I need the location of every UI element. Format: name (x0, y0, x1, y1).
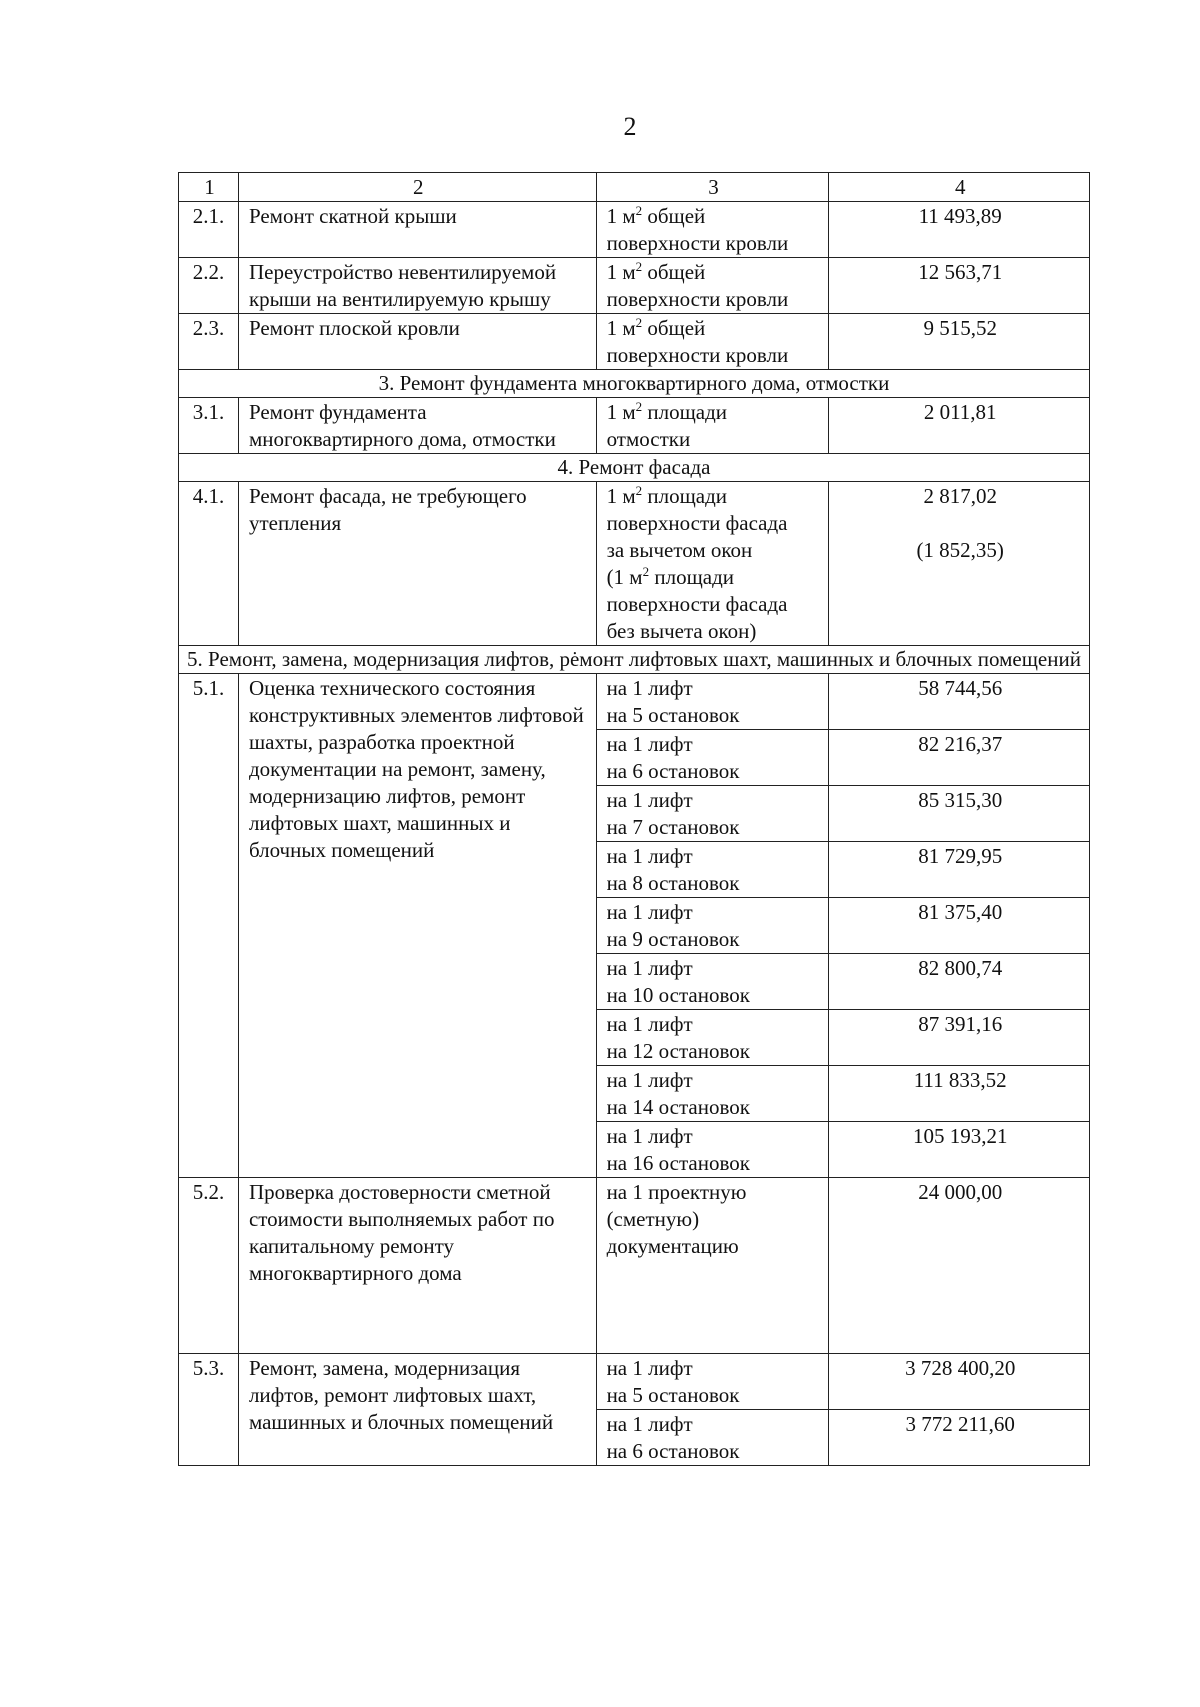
unit-line: на 1 лифт (606, 788, 693, 812)
unit-line: поверхности кровли (606, 343, 789, 367)
work-name: Ремонт, замена, модернизация лифтов, ремонт лифтовых шахт, машинных и блочных помещений (238, 1354, 596, 1466)
price-value: 9 515,52 (923, 316, 997, 340)
work-name: Проверка достоверности сметной стоимости выполняемых работ по капитальному ремонту многоквартирного дома (238, 1178, 596, 1354)
unit-line: за вычетом окон (606, 538, 753, 562)
unit-line: на 1 лифт (606, 844, 693, 868)
unit-cell (596, 954, 829, 1010)
price-value: 12 563,71 (918, 260, 1003, 284)
unit-line: на 7 остановок (606, 815, 740, 839)
unit-cell (596, 1354, 829, 1410)
unit-cell (596, 898, 829, 954)
header-cell: 2 (238, 173, 596, 202)
unit-cell (596, 1066, 829, 1122)
section-row (179, 370, 1090, 398)
unit-line: 1 $м^2$ площади (606, 483, 727, 508)
unit-line: на 1 лифт (606, 1356, 693, 1380)
unit-cell (596, 1178, 829, 1354)
table-row (179, 674, 1090, 730)
price-value: 58 744,56 (829, 674, 1090, 730)
unit-cell (596, 482, 829, 646)
unit-line: поверхности фасада (606, 592, 788, 616)
work-name: Переустройство невентилируемой крыши на вентилируемую крышу (238, 258, 596, 314)
unit-cell (596, 842, 829, 898)
unit-cell (596, 202, 829, 258)
unit-line: поверхности кровли (606, 231, 789, 255)
header-cell: 1 (179, 173, 239, 202)
unit-line: на 14 остановок (606, 1095, 750, 1119)
item-number: 4.1. (179, 482, 239, 646)
price-value: (1 852,35) (916, 538, 1004, 562)
unit-line: поверхности фасада (606, 511, 788, 535)
unit-line: на 6 остановок (606, 1439, 740, 1463)
unit-cell (596, 730, 829, 786)
unit-line: на 5 остановок (606, 703, 740, 727)
unit-line: на 1 лифт (606, 900, 693, 924)
price-value: 3 728 400,20 (829, 1354, 1090, 1410)
unit-line: на 1 лифт (606, 1412, 693, 1436)
unit-line: на 1 лифт (606, 956, 693, 980)
header-cell: 4 (829, 173, 1090, 202)
unit-line: на 6 остановок (606, 759, 740, 783)
page-number: 2 (623, 112, 637, 141)
section-title: 4. Ремонт фасада (179, 454, 1090, 482)
unit-line: на 1 лифт (606, 1068, 693, 1092)
table-row (179, 258, 1090, 314)
unit-line: 1 $м^2$ общей (606, 203, 706, 228)
price-value: 3 772 211,60 (829, 1410, 1090, 1466)
item-number: 2.3. (179, 314, 239, 370)
header-row (179, 173, 1090, 202)
unit-line: 1 $м^2$ общей (606, 259, 706, 284)
unit-cell (596, 1410, 829, 1466)
table-row (179, 398, 1090, 454)
table-row (179, 314, 1090, 370)
unit-line: на 1 лифт (606, 676, 693, 700)
work-name: Оценка технического состояния конструктивных элементов лифтовой шахты, разработка проектной документации на ремонт, замену, модернизацию лифтов, ремонт лифтовых шахт, машинных и блочных помещений (238, 674, 596, 1178)
section-row (179, 454, 1090, 482)
unit-cell (596, 258, 829, 314)
item-number: 2.2. (179, 258, 239, 314)
table-row (179, 1354, 1090, 1410)
section-row (179, 646, 1090, 674)
price-value: 111 833,52 (829, 1066, 1090, 1122)
unit-line: 1 $м^2$ площади (606, 399, 727, 424)
item-number: 2.1. (179, 202, 239, 258)
item-number: 5.3. (179, 1354, 239, 1466)
unit-cell (596, 398, 829, 454)
work-name: Ремонт скатной крыши (238, 202, 596, 258)
unit-line: на 1 лифт (606, 1012, 693, 1036)
unit-cell (596, 786, 829, 842)
unit-line: на 1 лифт (606, 732, 693, 756)
rates-table (178, 172, 1090, 1466)
unit-line: на 1 лифт (606, 1124, 693, 1148)
item-number: 5.1. (179, 674, 239, 1178)
unit-line: без вычета окон) (606, 619, 757, 643)
price-value: 87 391,16 (829, 1010, 1090, 1066)
table-row (179, 1178, 1090, 1354)
unit-cell (596, 314, 829, 370)
price-cell (829, 202, 1090, 258)
unit-line: на 16 остановок (606, 1151, 750, 1175)
item-number: 3.1. (179, 398, 239, 454)
price-value: 105 193,21 (829, 1122, 1090, 1178)
unit-line: на 12 остановок (606, 1039, 750, 1063)
section-title: 3. Ремонт фундамента многоквартирного дома, отмостки (179, 370, 1090, 398)
unit-line: на 1 проектную (606, 1180, 747, 1204)
price-value: 11 493,89 (918, 204, 1002, 228)
unit-line: (сметную) (606, 1207, 700, 1231)
work-name: Ремонт фундамента многоквартирного дома, отмостки (238, 398, 596, 454)
price-cell (829, 482, 1090, 646)
unit-cell (596, 1122, 829, 1178)
unit-line: 1 $м^2$ общей (606, 315, 706, 340)
price-value: 81 375,40 (829, 898, 1090, 954)
item-number: 5.2. (179, 1178, 239, 1354)
price-cell (829, 258, 1090, 314)
unit-line: на 5 остановок (606, 1383, 740, 1407)
section-title: 5. Ремонт, замена, модернизация лифтов, рėмонт лифтовых шахт, машинных и блочных помещений (179, 646, 1090, 674)
table-row (179, 202, 1090, 258)
unit-line: поверхности кровли (606, 287, 789, 311)
unit-line: документацию (606, 1234, 739, 1258)
unit-line: отмостки (606, 427, 691, 451)
unit-line: на 8 остановок (606, 871, 740, 895)
price-cell (829, 314, 1090, 370)
price-value: 2 817,02 (923, 484, 997, 508)
table-row (179, 482, 1090, 646)
unit-line: на 9 остановок (606, 927, 740, 951)
price-cell (829, 398, 1090, 454)
price-value: 81 729,95 (829, 842, 1090, 898)
price-value: 85 315,30 (829, 786, 1090, 842)
price-value: 24 000,00 (829, 1178, 1090, 1354)
work-name: Ремонт плоской кровли (238, 314, 596, 370)
work-name: Ремонт фасада, не требующего утепления (238, 482, 596, 646)
unit-cell (596, 674, 829, 730)
unit-line: (1 $м^2$ площади (606, 564, 734, 589)
header-cell: 3 (596, 173, 829, 202)
price-value: 82 800,74 (829, 954, 1090, 1010)
unit-cell (596, 1010, 829, 1066)
price-value: 2 011,81 (923, 400, 997, 424)
price-value: 82 216,37 (829, 730, 1090, 786)
unit-line: на 10 остановок (606, 983, 750, 1007)
